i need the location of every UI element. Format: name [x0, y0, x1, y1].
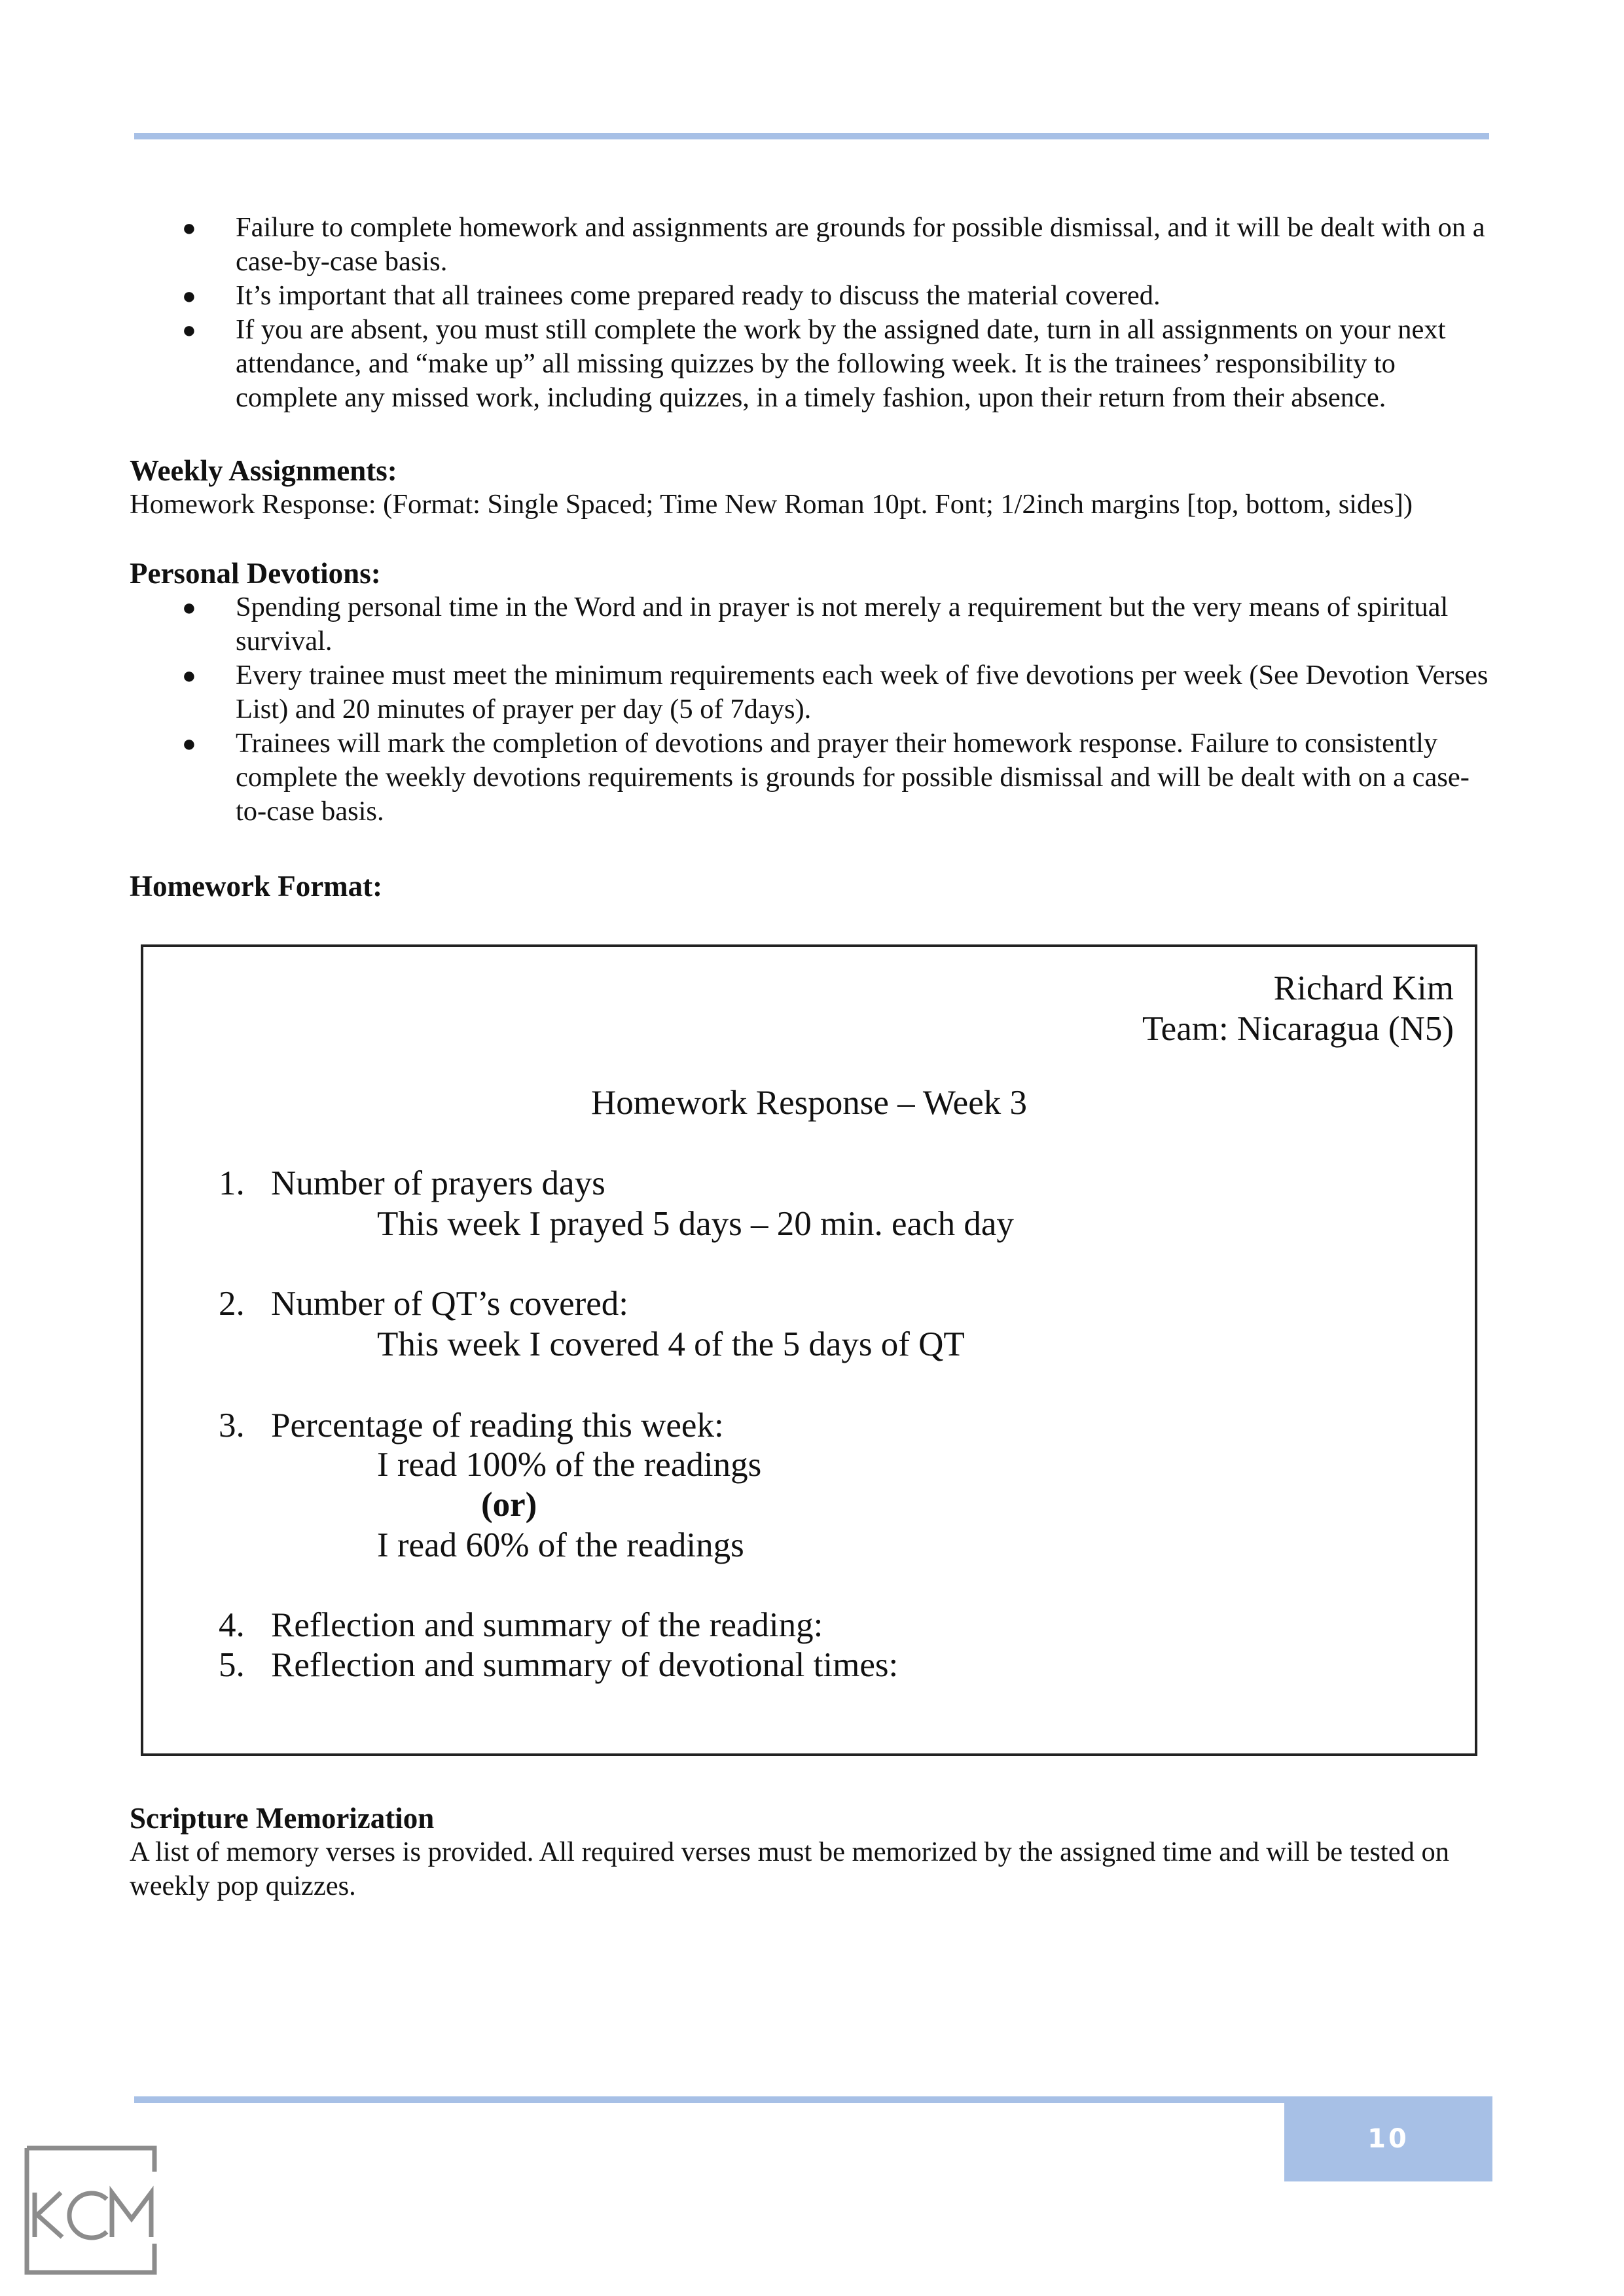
scripture-section [130, 1801, 1498, 1903]
scripture-text: A list of memory verses is provided. All required verses must be memorized by the assigned time and will be tested on weekly pop quizzes. [130, 1837, 1449, 1901]
list-item: ● Every trainee must meet the minimum requirements each week of five devotions per week (See Devotion Verses List) and 20 minutes of prayer per day (5 of 7days). [182, 660, 1489, 725]
homework-item-3-or: (or) [481, 1486, 537, 1524]
weekly-assignments-heading: Weekly Assignments: [130, 454, 397, 487]
list-item: ● Trainees will mark the completion of devotions and prayer their homework response. Failure to consistently complete the weekly devotions requirements is grounds for possible dismissal and will be dealt with on a case-to-case basis. [182, 728, 1470, 827]
weekly-assignments-text: Homework Response: (Format: Single Spaced; Time New Roman 10pt. Font; 1/2inch margins [top, bottom, sides]) [130, 489, 1413, 520]
list-item: ● It’s important that all trainees come prepared ready to discuss the material covered. [130, 279, 1498, 313]
scripture-heading: Scripture Memorization [130, 1802, 435, 1835]
personal-devotions-section [130, 556, 1498, 829]
header-rule [134, 133, 1489, 139]
personal-devotions-heading: Personal Devotions: [130, 557, 381, 590]
intro-bullet-list [130, 211, 1498, 415]
bullet-icon: ● [182, 215, 196, 241]
homework-sample-box [141, 944, 1477, 1756]
homework-item-1: 1. Number of prayers days [219, 1164, 605, 1202]
list-item: ● If you are absent, you must still complete the work by the assigned date, turn in all assignments on your next attendance, and “make up” all missing quizzes by the following week. It is the trainees’ responsibility to complete any missed work, including quizzes, in a timely fashion, upon their return from their absence. [182, 314, 1446, 413]
homework-item-3-answer-b: I read 60% of the readings [377, 1526, 744, 1564]
homework-item-3-answer-a: I read 100% of the readings [377, 1446, 762, 1484]
author-team: Team: Nicaragua (N5) [1142, 1010, 1454, 1048]
homework-item-2: 2. Number of QT’s covered: [219, 1285, 629, 1323]
list-item: ● Spending personal time in the Word and in prayer is not merely a requirement but the very means of spiritual survival. [182, 592, 1449, 656]
page-number: 10 [1284, 2096, 1492, 2181]
bullet-icon: ● [182, 317, 196, 343]
homework-item-1-answer: This week I prayed 5 days – 20 min. each day [377, 1205, 1014, 1243]
kcm-logo-icon [23, 2145, 158, 2275]
list-item: ● Failure to complete homework and assignments are grounds for possible dismissal, and it will be dealt with on a case-by-case basis. [182, 212, 1485, 277]
homework-item-3: 3. Percentage of reading this week: [219, 1407, 724, 1444]
homework-item-5: 5. Reflection and summary of devotional times: [219, 1646, 899, 1684]
weekly-assignments-section [130, 454, 1498, 522]
homework-title: Homework Response – Week 3 [591, 1084, 1027, 1122]
footer-rule [134, 2096, 1296, 2103]
homework-format-heading: Homework Format: [130, 870, 383, 903]
author-name: Richard Kim [1273, 969, 1454, 1007]
intro-section [130, 211, 1498, 415]
bullet-icon: ● [182, 662, 196, 689]
homework-author-block [1142, 968, 1454, 1049]
bullet-icon: ● [182, 730, 196, 757]
bullet-icon: ● [182, 283, 196, 309]
homework-item-4: 4. Reflection and summary of the reading: [219, 1606, 823, 1644]
devotions-bullet-list [130, 590, 1498, 829]
homework-item-2-answer: This week I covered 4 of the 5 days of QT [377, 1325, 965, 1363]
bullet-icon: ● [182, 594, 196, 620]
